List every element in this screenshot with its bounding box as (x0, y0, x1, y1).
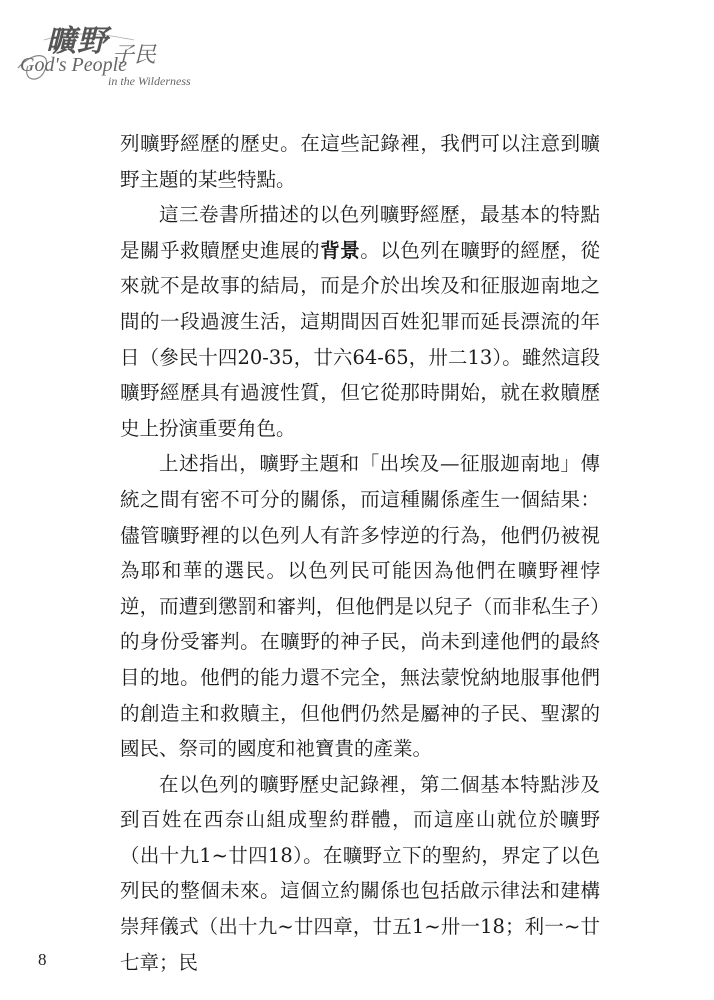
logo-english-line-1: God's People (20, 54, 128, 76)
paragraph-1: 列曠野經歷的歷史。在這些記錄裡，我們可以注意到曠野主題的某些特點。 (120, 132, 600, 191)
paragraph-2-after: 。以色列在曠野的經歷，從來就不是故事的結局，而是介於出埃及和征服迦南地之間的一段過渡生活，這期間因百姓犯罪而延長漂流的年日（參民十四20-35，廿六64-65，卅二13）。雖然這段曠野經歷具有過渡性質，但它從那時開始，就在救贖歷史上扮演重要角色。 (120, 238, 600, 440)
paragraph-3: 上述指出，曠野主題和「出埃及—征服迦南地」傳統之間有密不可分的關係，而這種關係產生一個結果：儘管曠野裡的以色列人有許多悖逆的行為，他們仍被視為耶和華的選民。以色列民可能因為他們在曠野裡悖逆，而遭到懲罰和審判，但他們是以兒子（而非私生子）的身份受審判。在曠野的神子民，尚未到達他們的最終目的地。他們的能力還不完全，無法蒙悅納地服事他們的創造主和救贖主，但他們仍然是屬神的子民、聖潔的國民、祭司的國度和祂寶貴的產業。 (120, 452, 600, 761)
book-logo (14, 10, 214, 88)
logo-title: 曠野 (46, 24, 108, 59)
logo-english-line-2: in the Wilderness (108, 74, 191, 88)
bold-term: 背景 (320, 238, 361, 262)
main-text (120, 126, 600, 980)
paragraph-2-before: 這三卷書所描述的以色列曠野經歷，最基本的特點是關乎救贖歷史進展的 (120, 203, 600, 262)
logo-subtitle: 子民 (112, 43, 157, 68)
page-number: 8 (38, 950, 47, 969)
paragraph-4: 在以色列的曠野歷史記錄裡，第二個基本特點涉及到百姓在西奈山組成聖約群體，而這座山就位於曠野（出十九1~廿四18）。在曠野立下的聖約，界定了以色列民的整個未來。這個立約關係也包括啟示律法和建構崇拜儀式（出十九~廿四章，廿五1~卅一18；利一~廿七章；民 (120, 772, 600, 974)
paragraph-2 (120, 197, 600, 446)
